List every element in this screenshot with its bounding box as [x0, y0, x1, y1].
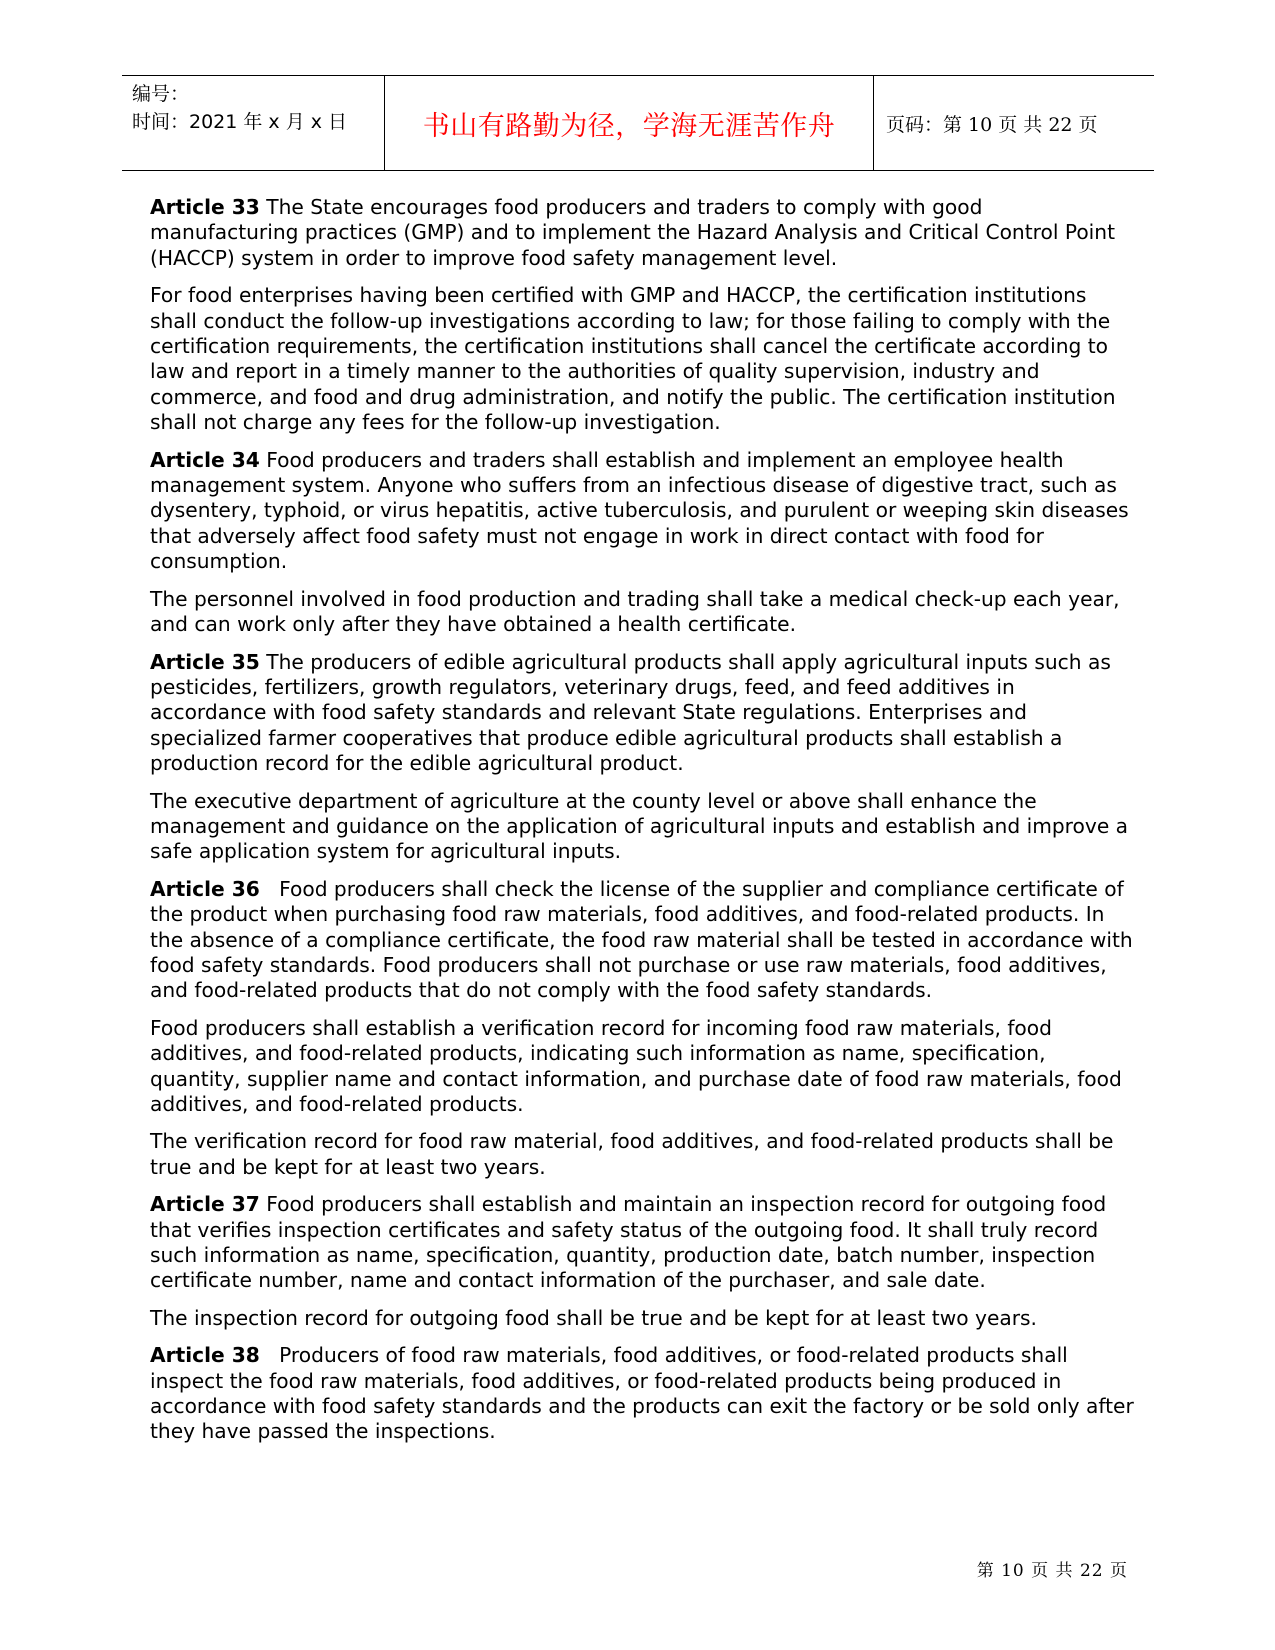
document-number-label: 编号： — [132, 83, 190, 105]
paragraph — [150, 1306, 1136, 1331]
paragraph-text: The State encourages food producers and traders to comply with good manufacturing practices (GMP) and to implement the Hazard Analysis and Critical Control Point (HACCP) system in order to improve food safety management level. — [150, 195, 1115, 270]
paragraph — [150, 1192, 1136, 1294]
document-time-label: 时间：2021 年 x 月 x 日 — [132, 111, 348, 133]
article-title: Article 34 — [150, 447, 260, 472]
paragraph-text: Food producers shall establish a verification record for incoming food raw materials, food additives, and food-related products, indicating such information as name, specification, quantity, supplier name and contact information, and purchase date of food raw materials, food additives, and food-related products. — [150, 1015, 1122, 1116]
footer-page-number: 第 10 页 共 22 页 — [976, 1561, 1128, 1581]
header-motto-cell — [385, 76, 874, 170]
document-body — [150, 195, 1141, 1457]
page-footer — [977, 1556, 1128, 1581]
article-title: Article 35 — [150, 649, 260, 674]
paragraph — [150, 195, 1136, 271]
paragraph — [150, 1016, 1136, 1118]
article-title: Article 37 — [150, 1192, 260, 1217]
paragraph-text: Producers of food raw materials, food additives, or food-related products shall inspect the food raw materials, food additives, or food-related products being produced in accordance with food safety standards and the products can exit the factory or be sold only after they have passed the inspections. — [150, 1343, 1141, 1444]
paragraph — [150, 283, 1136, 435]
paragraph-text: For food enterprises having been certified with GMP and HACCP, the certification institutions shall conduct the follow-up investigations according to law; for those failing to comply with the certification requirements, the certification institutions shall cancel the certificate according to law and report in a timely manner to the authorities of quality supervision, industry and commerce, and food and drug administration, and notify the public. The certification institution shall not charge any fees for the follow-up investigation. — [150, 283, 1116, 435]
paragraph — [150, 587, 1136, 638]
paragraph-text: The producers of edible agricultural products shall apply agricultural inputs such as pesticides, fertilizers, growth regulators, veterinary drugs, feed, and feed additives in accordance with food safety standards and relevant State regulations. Enterprises and specialized farmer cooperatives that produce edible agricultural products shall establish a production record for the edible agricultural product. — [150, 649, 1111, 776]
paragraph-text: The executive department of agriculture at the county level or above shall enhance the management and guidance on the application of agricultural inputs and establish and improve a safe application system for agricultural inputs. — [150, 788, 1129, 864]
header-page-cell — [874, 76, 1154, 170]
paragraph-text: Food producers and traders shall establish and implement an employee health management system. Anyone who suffers from an infectious disease of digestive tract, such as dysentery, typhoid, or virus hepatitis, active tuberculosis, and purulent or weeping skin diseases that adversely affect food safety must not engage in work in direct contact with food for consumption. — [150, 447, 1129, 574]
header-motto: 书山有路勤为径，学海无涯苦作舟 — [422, 110, 836, 142]
header-page-info: 页码：第 10 页 共 22 页 — [886, 113, 1098, 136]
document-header — [122, 75, 1154, 171]
article-title: Article 38 — [150, 1343, 260, 1368]
article-title: Article 36 — [150, 876, 260, 901]
paragraph-text: Food producers shall establish and maintain an inspection record for outgoing food that verifies inspection certificates and safety status of the outgoing food. It shall truly record such information as name, specification, quantity, production date, batch number, inspection certificate number, name and contact information of the purchaser, and sale date. — [150, 1192, 1107, 1293]
paragraph-text: Food producers shall check the license of the supplier and compliance certificate of the product when purchasing food raw materials, food additives, and food-related products. In the absence of a compliance certificate, the food raw material shall be tested in accordance with food safety standards. Food producers shall not purchase or use raw materials, food additives, and food-related products that do not comply with the food safety standards. — [150, 876, 1140, 1003]
paragraph — [150, 448, 1136, 575]
paragraph-text: The verification record for food raw material, food additives, and food-related products shall be true and be kept for at least two years. — [150, 1129, 1114, 1179]
paragraph — [150, 876, 1140, 1004]
paragraph-text: The personnel involved in food production and trading shall take a medical check-up each year, and can work only after they have obtained a health certificate. — [150, 586, 1120, 637]
paragraph — [150, 650, 1136, 777]
paragraph — [150, 789, 1136, 865]
header-meta-cell — [122, 76, 385, 170]
paragraph — [150, 1343, 1141, 1445]
paragraph-text: The inspection record for outgoing food shall be true and be kept for at least two years. — [150, 1305, 1037, 1330]
paragraph — [150, 1129, 1136, 1180]
article-title: Article 33 — [150, 195, 260, 219]
